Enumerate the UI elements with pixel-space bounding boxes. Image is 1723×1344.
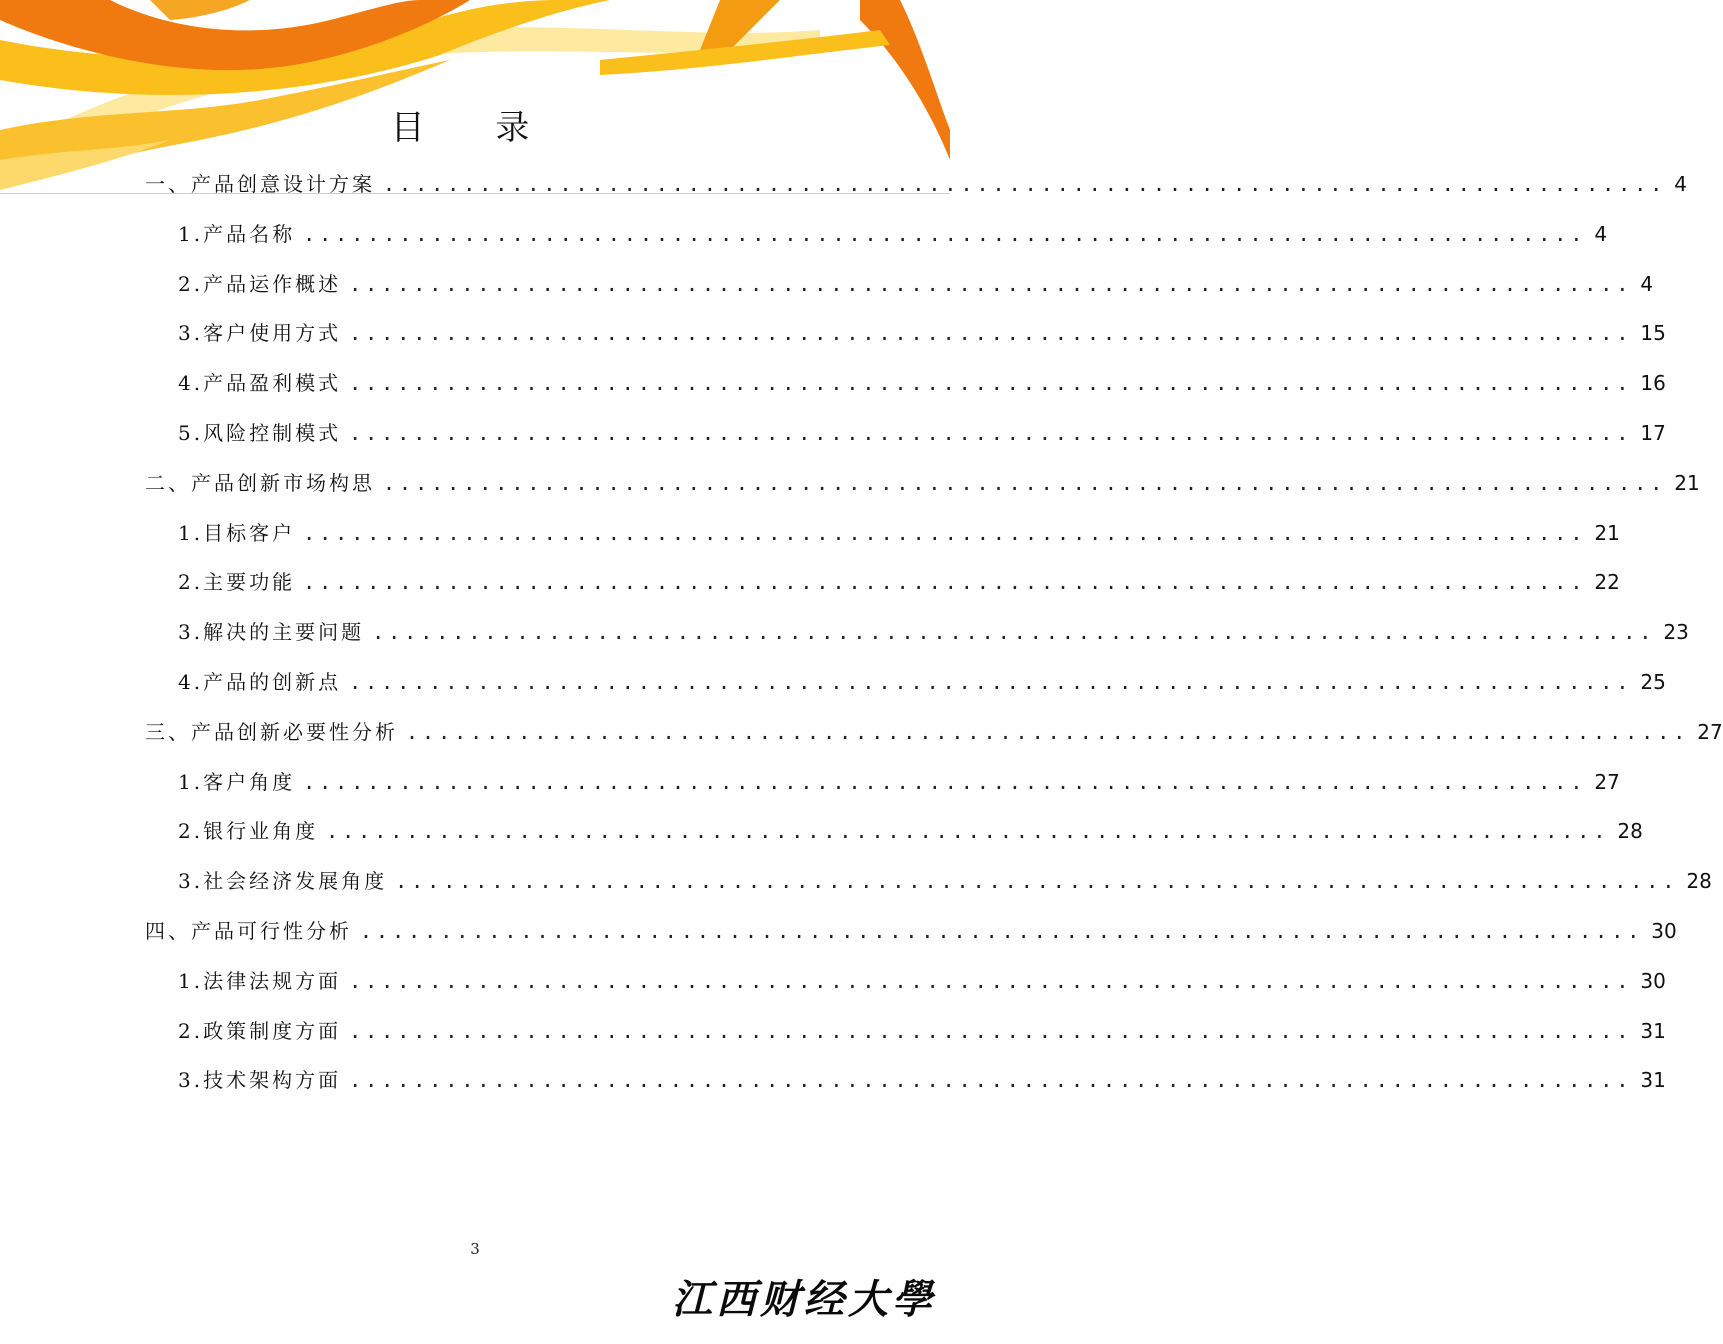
toc-leader-dots: ................................................................................: [383, 172, 1667, 196]
toc-subsection-entry[interactable]: [178, 1064, 1666, 1094]
toc-leader-dots: ................................................................................: [383, 471, 1667, 495]
toc-leader-dots: ................................................................................: [406, 720, 1690, 744]
toc-leader-dots: ................................................................................: [349, 670, 1633, 694]
toc-entry-label: 3.社会经济发展角度: [178, 869, 388, 893]
toc-subsection-entry[interactable]: [178, 367, 1666, 397]
toc-leader-dots: ................................................................................: [349, 321, 1633, 345]
toc-leader-dots: ................................................................................: [372, 620, 1656, 644]
toc-subsection-entry[interactable]: [178, 517, 1620, 547]
toc-subsection-entry[interactable]: [178, 317, 1666, 347]
toc-entry-page: 28: [1617, 819, 1643, 843]
toc-leader-dots: ................................................................................: [326, 819, 1610, 843]
toc-entry-label: 一、产品创意设计方案: [145, 172, 375, 196]
toc-leader-dots: ................................................................................: [395, 869, 1679, 893]
toc-entry-label: 2.政策制度方面: [178, 1019, 342, 1043]
toc-subsection-entry[interactable]: [178, 965, 1666, 995]
toc-entry-label: 1.目标客户: [178, 521, 296, 545]
toc-section-entry[interactable]: [145, 716, 1723, 746]
toc-leader-dots: ................................................................................: [349, 1019, 1633, 1043]
toc-entry-page: 21: [1594, 521, 1620, 545]
toc-entry-page: 27: [1594, 770, 1620, 794]
toc-entry-page: 15: [1640, 321, 1666, 345]
toc-entry-label: 3.客户使用方式: [178, 321, 342, 345]
toc-leader-dots: ................................................................................: [303, 521, 1587, 545]
toc-section-entry[interactable]: [145, 915, 1677, 945]
toc-subsection-entry[interactable]: [178, 268, 1654, 298]
toc-entry-label: 二、产品创新市场构思: [145, 471, 375, 495]
toc-entry-label: 2.主要功能: [178, 570, 296, 594]
toc-entry-label: 三、产品创新必要性分析: [145, 720, 398, 744]
toc-entry-page: 23: [1663, 620, 1689, 644]
university-logo: 江西财经大學: [672, 1276, 936, 1323]
toc-entry-label: 1.客户角度: [178, 770, 296, 794]
toc-entry-label: 4.产品的创新点: [178, 670, 342, 694]
toc-entry-page: 16: [1640, 371, 1666, 395]
toc-leader-dots: ................................................................................: [303, 570, 1587, 594]
toc-leader-dots: ................................................................................: [303, 770, 1587, 794]
toc-entry-label: 4.产品盈利模式: [178, 371, 342, 395]
toc-entry-label: 5.风险控制模式: [178, 421, 342, 445]
toc-entry-page: 31: [1640, 1019, 1666, 1043]
toc-entry-page: 31: [1640, 1068, 1666, 1092]
toc-leader-dots: ................................................................................: [349, 272, 1633, 296]
toc-subsection-entry[interactable]: [178, 417, 1666, 447]
toc-subsection-entry[interactable]: [178, 815, 1643, 845]
toc-entry-page: 21: [1674, 471, 1700, 495]
toc-subsection-entry[interactable]: [178, 218, 1608, 248]
toc-entry-page: 30: [1640, 969, 1666, 993]
toc-entry-label: 2.产品运作概述: [178, 272, 342, 296]
toc-entry-page: 25: [1640, 670, 1666, 694]
toc-leader-dots: ................................................................................: [303, 222, 1587, 246]
toc-subsection-entry[interactable]: [178, 1015, 1666, 1045]
toc-entry-page: 22: [1594, 570, 1620, 594]
toc-section-entry[interactable]: [145, 168, 1688, 198]
toc-entry-label: 3.技术架构方面: [178, 1068, 342, 1092]
toc-entry-label: 2.银行业角度: [178, 819, 319, 843]
toc-entry-page: 4: [1594, 222, 1608, 246]
toc-entry-label: 1.法律法规方面: [178, 969, 342, 993]
toc-leader-dots: ................................................................................: [349, 421, 1633, 445]
toc-subsection-entry[interactable]: [178, 666, 1666, 696]
toc-subsection-entry[interactable]: [178, 566, 1620, 596]
toc-entry-page: 4: [1640, 272, 1654, 296]
toc-entry-label: 3.解决的主要问题: [178, 620, 365, 644]
toc-leader-dots: ................................................................................: [349, 371, 1633, 395]
toc-subsection-entry[interactable]: [178, 865, 1712, 895]
toc-leader-dots: ................................................................................: [349, 1068, 1633, 1092]
toc-entry-page: 28: [1686, 869, 1712, 893]
toc-subsection-entry[interactable]: [178, 766, 1620, 796]
toc-leader-dots: ................................................................................: [349, 969, 1633, 993]
page-number: 3: [470, 1240, 480, 1258]
toc-entry-page: 30: [1651, 919, 1677, 943]
toc-entry-page: 4: [1674, 172, 1688, 196]
toc-entry-label: 四、产品可行性分析: [145, 919, 352, 943]
toc-leader-dots: ................................................................................: [360, 919, 1644, 943]
toc-title: 目 录: [390, 108, 560, 148]
toc-section-entry[interactable]: [145, 467, 1700, 497]
toc-subsection-entry[interactable]: [178, 616, 1689, 646]
toc-entry-page: 17: [1640, 421, 1666, 445]
toc-entry-label: 1.产品名称: [178, 222, 296, 246]
toc-entry-page: 27: [1697, 720, 1723, 744]
